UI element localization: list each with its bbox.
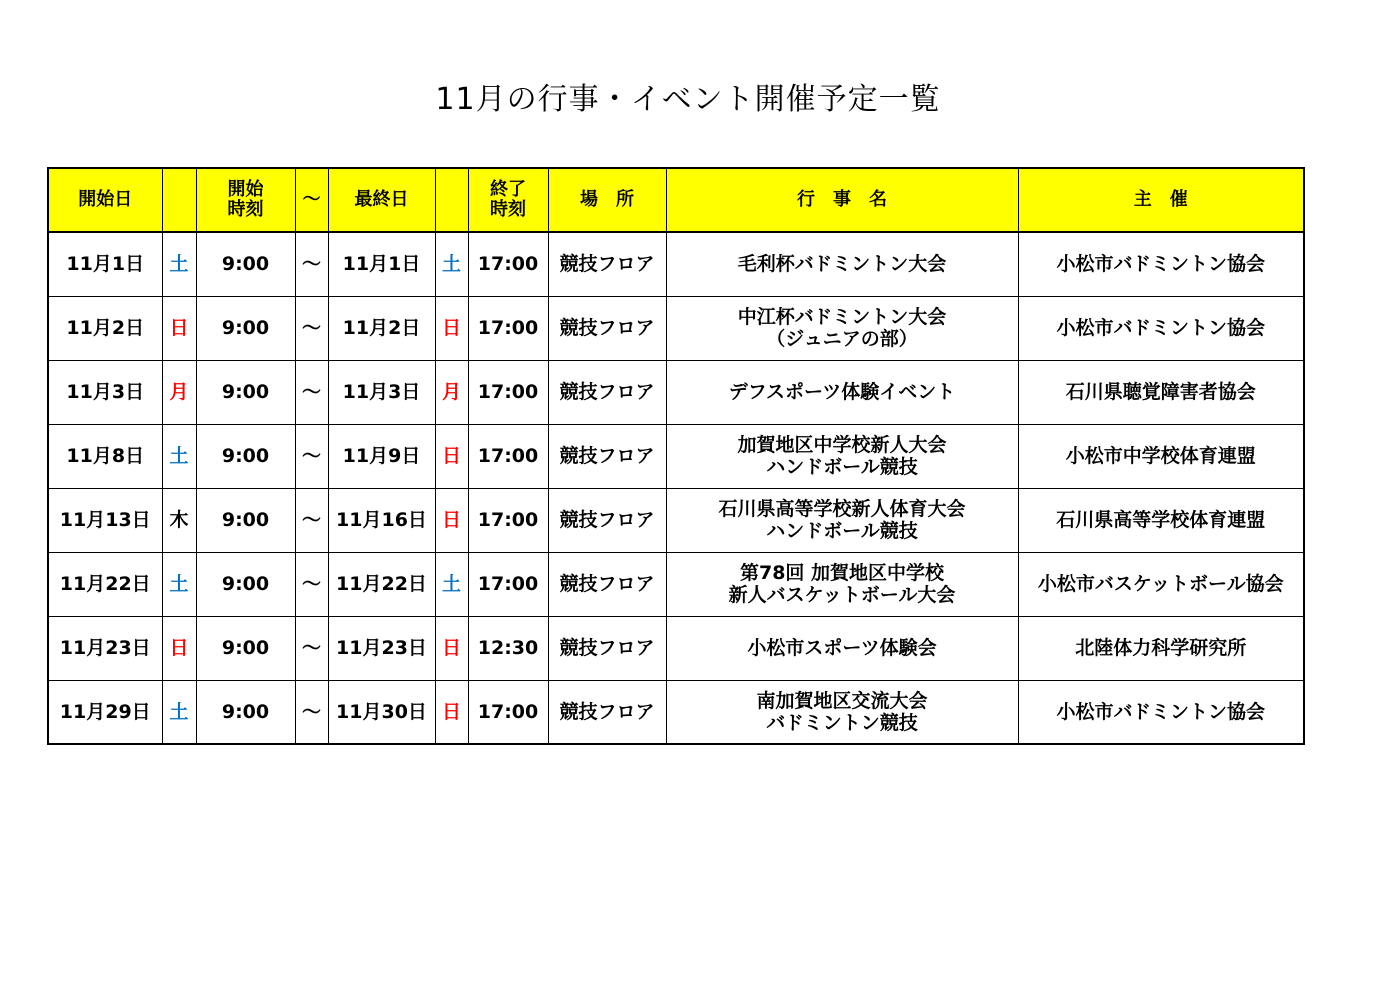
end-date-cell: 11月16日	[328, 488, 435, 552]
table-row	[48, 616, 1304, 680]
end-weekday-cell: 月	[435, 360, 468, 424]
event-name-cell	[666, 552, 1018, 616]
event-name-line2: バドミントン競技	[766, 711, 918, 734]
header-start-time-line1: 開始	[227, 179, 264, 200]
event-name-line1: 南加賀地区交流大会	[756, 689, 928, 712]
end-date-cell: 11月22日	[328, 552, 435, 616]
table-row	[48, 680, 1304, 744]
tilde-cell: ～	[295, 424, 328, 488]
end-time-cell: 17:00	[468, 680, 548, 744]
end-date-cell: 11月1日	[328, 232, 435, 296]
organizer-cell: 小松市バスケットボール協会	[1018, 552, 1304, 616]
start-time-cell: 9:00	[196, 424, 295, 488]
event-name-cell	[666, 680, 1018, 744]
header-start-date: 開始日	[48, 168, 162, 232]
end-time-cell: 17:00	[468, 360, 548, 424]
table-row	[48, 488, 1304, 552]
venue-cell: 競技フロア	[548, 424, 666, 488]
event-name-line1: デフスポーツ体験イベント	[728, 381, 956, 403]
start-date-cell: 11月8日	[48, 424, 162, 488]
event-name-line2: 新人バスケットボール大会	[728, 584, 956, 606]
start-date-cell: 11月23日	[48, 616, 162, 680]
header-venue: 場 所	[548, 168, 666, 232]
tilde-cell: ～	[295, 232, 328, 296]
end-time-cell: 17:00	[468, 488, 548, 552]
end-date-cell: 11月3日	[328, 360, 435, 424]
header-end-time	[468, 168, 548, 232]
event-schedule-table	[47, 167, 1305, 745]
end-weekday-cell: 土	[435, 232, 468, 296]
end-weekday-cell: 日	[435, 488, 468, 552]
venue-cell: 競技フロア	[548, 680, 666, 744]
venue-cell: 競技フロア	[548, 488, 666, 552]
start-weekday-cell: 日	[162, 296, 196, 360]
event-name-line2: ハンドボール競技	[766, 456, 918, 478]
end-date-cell: 11月30日	[328, 680, 435, 744]
end-time-cell: 17:00	[468, 232, 548, 296]
start-time-cell: 9:00	[196, 616, 295, 680]
tilde-cell: ～	[295, 296, 328, 360]
tilde-cell: ～	[295, 680, 328, 744]
venue-cell: 競技フロア	[548, 296, 666, 360]
start-time-cell: 9:00	[196, 552, 295, 616]
start-time-cell: 9:00	[196, 680, 295, 744]
start-time-cell: 9:00	[196, 296, 295, 360]
venue-cell: 競技フロア	[548, 616, 666, 680]
organizer-cell: 小松市バドミントン協会	[1018, 296, 1304, 360]
header-end-weekday	[435, 168, 468, 232]
page-title: 11月の行事・イベント開催予定一覧	[435, 82, 941, 117]
event-name-line1: 小松市スポーツ体験会	[747, 637, 937, 659]
event-name-cell	[666, 616, 1018, 680]
event-name-line1: 中江杯バドミントン大会	[737, 306, 947, 328]
organizer-cell: 小松市バドミントン協会	[1018, 680, 1304, 744]
end-weekday-cell: 日	[435, 616, 468, 680]
start-date-cell: 11月3日	[48, 360, 162, 424]
organizer-cell: 小松市中学校体育連盟	[1018, 424, 1304, 488]
tilde-cell: ～	[295, 552, 328, 616]
end-time-cell: 17:00	[468, 552, 548, 616]
start-weekday-cell: 土	[162, 424, 196, 488]
end-time-cell: 12:30	[468, 616, 548, 680]
start-weekday-cell: 日	[162, 616, 196, 680]
tilde-cell: ～	[295, 488, 328, 552]
event-name-cell	[666, 232, 1018, 296]
organizer-cell: 石川県聴覚障害者協会	[1018, 360, 1304, 424]
tilde-cell: ～	[295, 616, 328, 680]
start-weekday-cell: 土	[162, 552, 196, 616]
venue-cell: 競技フロア	[548, 360, 666, 424]
header-start-weekday	[162, 168, 196, 232]
table-row	[48, 360, 1304, 424]
start-time-cell: 9:00	[196, 232, 295, 296]
header-row	[48, 168, 1304, 232]
event-name-line1: 第78回 加賀地区中学校	[739, 562, 945, 584]
start-date-cell: 11月29日	[48, 680, 162, 744]
event-name-line2: （ジュニアの部）	[766, 328, 918, 350]
header-start-time	[196, 168, 295, 232]
event-name-line2: ハンドボール競技	[766, 520, 918, 542]
start-date-cell: 11月1日	[48, 232, 162, 296]
event-name-line1: 石川県高等学校新人体育大会	[718, 498, 966, 520]
end-weekday-cell: 日	[435, 296, 468, 360]
table-row	[48, 552, 1304, 616]
event-name-cell	[666, 296, 1018, 360]
end-time-cell: 17:00	[468, 296, 548, 360]
start-date-cell: 11月22日	[48, 552, 162, 616]
table-row	[48, 232, 1304, 296]
end-weekday-cell: 日	[435, 680, 468, 744]
header-organizer: 主 催	[1018, 168, 1304, 232]
start-weekday-cell: 土	[162, 232, 196, 296]
venue-cell: 競技フロア	[548, 232, 666, 296]
end-date-cell: 11月2日	[328, 296, 435, 360]
end-date-cell: 11月23日	[328, 616, 435, 680]
tilde-cell: ～	[295, 360, 328, 424]
table-row	[48, 296, 1304, 360]
header-end-time-line2: 時刻	[490, 199, 526, 220]
start-weekday-cell: 土	[162, 680, 196, 744]
start-time-cell: 9:00	[196, 488, 295, 552]
header-end-time-line1: 終了	[490, 179, 526, 200]
event-name-line1: 加賀地区中学校新人大会	[737, 434, 947, 456]
event-name-cell	[666, 360, 1018, 424]
start-weekday-cell: 木	[162, 488, 196, 552]
start-weekday-cell: 月	[162, 360, 196, 424]
table-row	[48, 424, 1304, 488]
schedule-body	[48, 232, 1304, 744]
event-name-cell	[666, 488, 1018, 552]
venue-cell: 競技フロア	[548, 552, 666, 616]
start-date-cell: 11月2日	[48, 296, 162, 360]
header-tilde: ～	[295, 168, 328, 232]
organizer-cell: 石川県高等学校体育連盟	[1018, 488, 1304, 552]
end-date-cell: 11月9日	[328, 424, 435, 488]
header-event-name: 行 事 名	[666, 168, 1018, 232]
start-date-cell: 11月13日	[48, 488, 162, 552]
end-weekday-cell: 土	[435, 552, 468, 616]
organizer-cell: 北陸体力科学研究所	[1018, 616, 1304, 680]
header-end-date: 最終日	[328, 168, 435, 232]
event-name-line1: 毛利杯バドミントン大会	[737, 253, 947, 276]
end-time-cell: 17:00	[468, 424, 548, 488]
event-name-cell	[666, 424, 1018, 488]
start-time-cell: 9:00	[196, 360, 295, 424]
header-start-time-line2: 時刻	[227, 199, 264, 220]
organizer-cell: 小松市バドミントン協会	[1018, 232, 1304, 296]
end-weekday-cell: 日	[435, 424, 468, 488]
